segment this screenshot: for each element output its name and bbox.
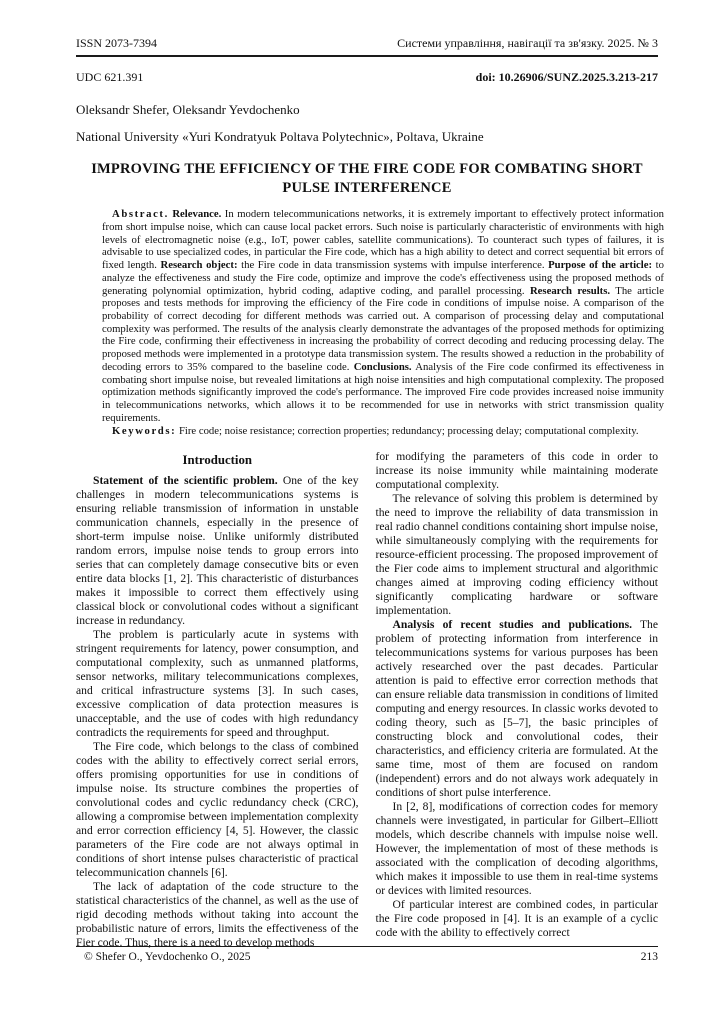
issn-label: ISSN 2073-7394: [76, 36, 158, 50]
two-column-body: [76, 450, 658, 950]
journal-header: [76, 36, 658, 85]
right-column: [376, 450, 659, 950]
abstract-results-label: Research results.: [529, 284, 611, 297]
udc-label: UDC 621.391: [76, 70, 144, 84]
left-paragraph-4: [76, 880, 359, 950]
abstract-block: [102, 208, 664, 437]
left-paragraph-3-text: The Fire code, which belongs to the class of combined codes with the ability to effectively correct serial errors, offers promising opportunities for use in conditions of impulse noise. Its structure combines the properties of convolutional codes and cyclic redundancy check (CRC), allowing a compromise between implementation complexity and error correction efficiency [4, 5]. However, the classic parameters of the Fire code are not always optimal in conditions of short intense pulses characteristic of practical telecommunication channels [6].: [76, 740, 359, 880]
right-paragraph-5: [376, 898, 659, 940]
udc-row: [76, 70, 658, 85]
left-paragraph-2: [76, 628, 359, 740]
right-paragraph-1: [376, 450, 659, 492]
left-paragraph-4-text: The lack of adaptation of the code structure to the statistical characteristics of the channel, as well as the use of rigid decoding methods without taking into account the probabilistic nature of errors, limits the effectiveness of the Fier code. Thus, there is a need to develop methods: [76, 880, 359, 950]
affiliation: National University «Yuri Kondratyuk Poltava Polytechnic», Poltava, Ukraine: [76, 129, 484, 144]
issn-row: [76, 36, 658, 51]
right-paragraph-3-text: The problem of protecting information from interference in telecommunications systems for various purposes has been actively researched over the past decades. Particular attention is paid to effective error correction methods that can ensure reliable data transmission in conditions of limited computing and energy resources. In classic works devoted to coding theory, such as [5–7], the basic principles of constructing block and convolutional codes, their characteristics, and efficiency criteria are formulated. At the same time, most of them are focused on random (independent) errors and do not always work adequately in conditions of short pulse interference.: [375, 618, 658, 800]
left-paragraph-1: [76, 474, 359, 628]
journal-name: Системи управління, навігації та зв'язку. 2025. № 3: [397, 36, 658, 50]
left-paragraph-2-text: The problem is particularly acute in systems with stringent requirements for latency, power consumption, and computational complexity, such as unmanned platforms, sensor networks, military telecommunications complexes, and critical infrastructure systems [3]. In such cases, excessive complication of data protection measures is unacceptable, and the use of codes with high redundancy contradicts the requirements for speed and throughput.: [76, 628, 359, 740]
right-paragraph-3: [376, 618, 659, 800]
keywords-text: Fire code; noise resistance; correction properties; redundancy; processing delay; computational complexity.: [176, 424, 639, 437]
abstract-text: [102, 208, 664, 424]
page-footer: [76, 946, 658, 963]
abstract-conclusions-label: Conclusions.: [353, 360, 412, 373]
paper-title: IMPROVING THE EFFICIENCY OF THE FIRE CODE FOR COMBATING SHORT PULSE INTERFERENCE: [91, 161, 643, 196]
doi-label: doi: 10.26906/SUNZ.2025.3.213-217: [475, 70, 658, 84]
statement-lead: Statement of the scientific problem.: [93, 474, 278, 488]
abstract-purpose-text: to analyze the effectiveness and study the Fire code, optimize and improve the code's effectiveness using the proposed methods of generating polynomial optimization, hybrid coding, adaptive coding, and parallel processing.: [102, 259, 664, 297]
analysis-lead: Analysis of recent studies and publications.: [392, 618, 632, 632]
right-paragraph-5-text: Of particular interest are combined codes, in particular the Fire code proposed in [4]. It is an example of a cyclic code with the ability to effectively correct: [375, 898, 658, 940]
abstract-relevance-text: In modern telecommunications networks, it is extremely important to effectively protect information from short impulse noise, which can cause local packet errors. Such noise is particularly characteristic of environments with high levels of electromagnetic noise (e.g., IoT, power cables, satellite communications). To counteract such types of failures, it is advisable to use specialized codes, in particular the Fire code, which has a high ability to detect and correct sequential bit errors of fixed length.: [102, 208, 665, 272]
keywords-line: [102, 425, 664, 438]
footer-row: [76, 951, 658, 963]
abstract-purpose-label: Purpose of the article:: [548, 259, 653, 272]
page-number: 213: [640, 951, 658, 963]
abstract-research-object-label: Research object:: [160, 259, 238, 272]
keywords-label: Keywords:: [112, 424, 177, 437]
right-paragraph-1-text: for modifying the parameters of this code in order to increase its noise immunity while maintaining moderate computational complexity.: [375, 450, 658, 492]
left-paragraph-1-text: One of the key challenges in modern telecommunications systems is ensuring reliable transmission of information in unstable communication channels, especially in the presence of short-term impulse noise. Unlike uniformly distributed random errors, impulse noise tends to group errors into series that can completely damage consecutive bits or even entire data blocks [1, 2]. This characteristic of disturbances makes it impossible to correct them effectively using classical block or convolutional codes without a significant increase in redundancy.: [76, 474, 359, 628]
abstract-relevance-label: Relevance.: [168, 208, 222, 221]
abstract-research-object-text: the Fire code in data transmission systems with impulse interference.: [237, 259, 549, 272]
section-heading-introduction: Introduction: [182, 453, 252, 468]
abstract-label: Abstract.: [112, 208, 169, 221]
abstract-conclusions-text: Analysis of the Fire code confirmed its effectiveness in combating short impulse noise, but revealed limitations at high noise intensities and high computational complexity. The proposed optimization methods significantly improved the code's performance. The improved Fire code provides increased noise immunity in telecommunications networks, which allows it to be recommended for use in networks with strict transmission quality requirements.: [102, 360, 664, 424]
right-paragraph-2-text: The relevance of solving this problem is determined by the need to improve the reliability of data transmission in real radio channel conditions containing short impulse noise, while simultaneously complying with the requirements for resource-efficient processing. The proposed improvement of the Fier code aims to implement structural and algorithmic changes aimed at improving coding efficiency without significantly complicating hardware or software implementation.: [375, 492, 658, 618]
left-column: [76, 450, 359, 950]
right-paragraph-4-text: In [2, 8], modifications of correction codes for memory channels were investigated, in particular for Gilbert–Elliott models, which describe channels with impulse noise well. However, the implementation of most of these methods is associated with the complication of decoding algorithms, which makes it impossible to use them in real-time systems or devices with limited resources.: [375, 800, 658, 898]
abstract-results-text: The article proposes and tests methods for improving the efficiency of the Fire code in conditions of impulse noise. A comparison of the probability of correct decoding for different methods was carried out. A comparison of processing delay and computational complexity was performed. The results of the analysis clearly demonstrate the advantages of the proposed methods for optimizing the Fire code, confirming their effectiveness in increasing the probability of correct decoding and reducing processing delay. The proposed methods were implemented in a prototype data transmission system. The results showed a reduction in the probability of decoding errors to 35% compared to the baseline code.: [102, 284, 664, 373]
left-paragraph-3: [76, 740, 359, 880]
copyright: © Shefer O., Yevdochenko O., 2025: [84, 951, 251, 963]
header-divider: [76, 55, 658, 57]
authors: Oleksandr Shefer, Oleksandr Yevdochenko: [76, 102, 300, 117]
right-paragraph-4: [376, 800, 659, 898]
right-paragraph-2: [376, 492, 659, 618]
